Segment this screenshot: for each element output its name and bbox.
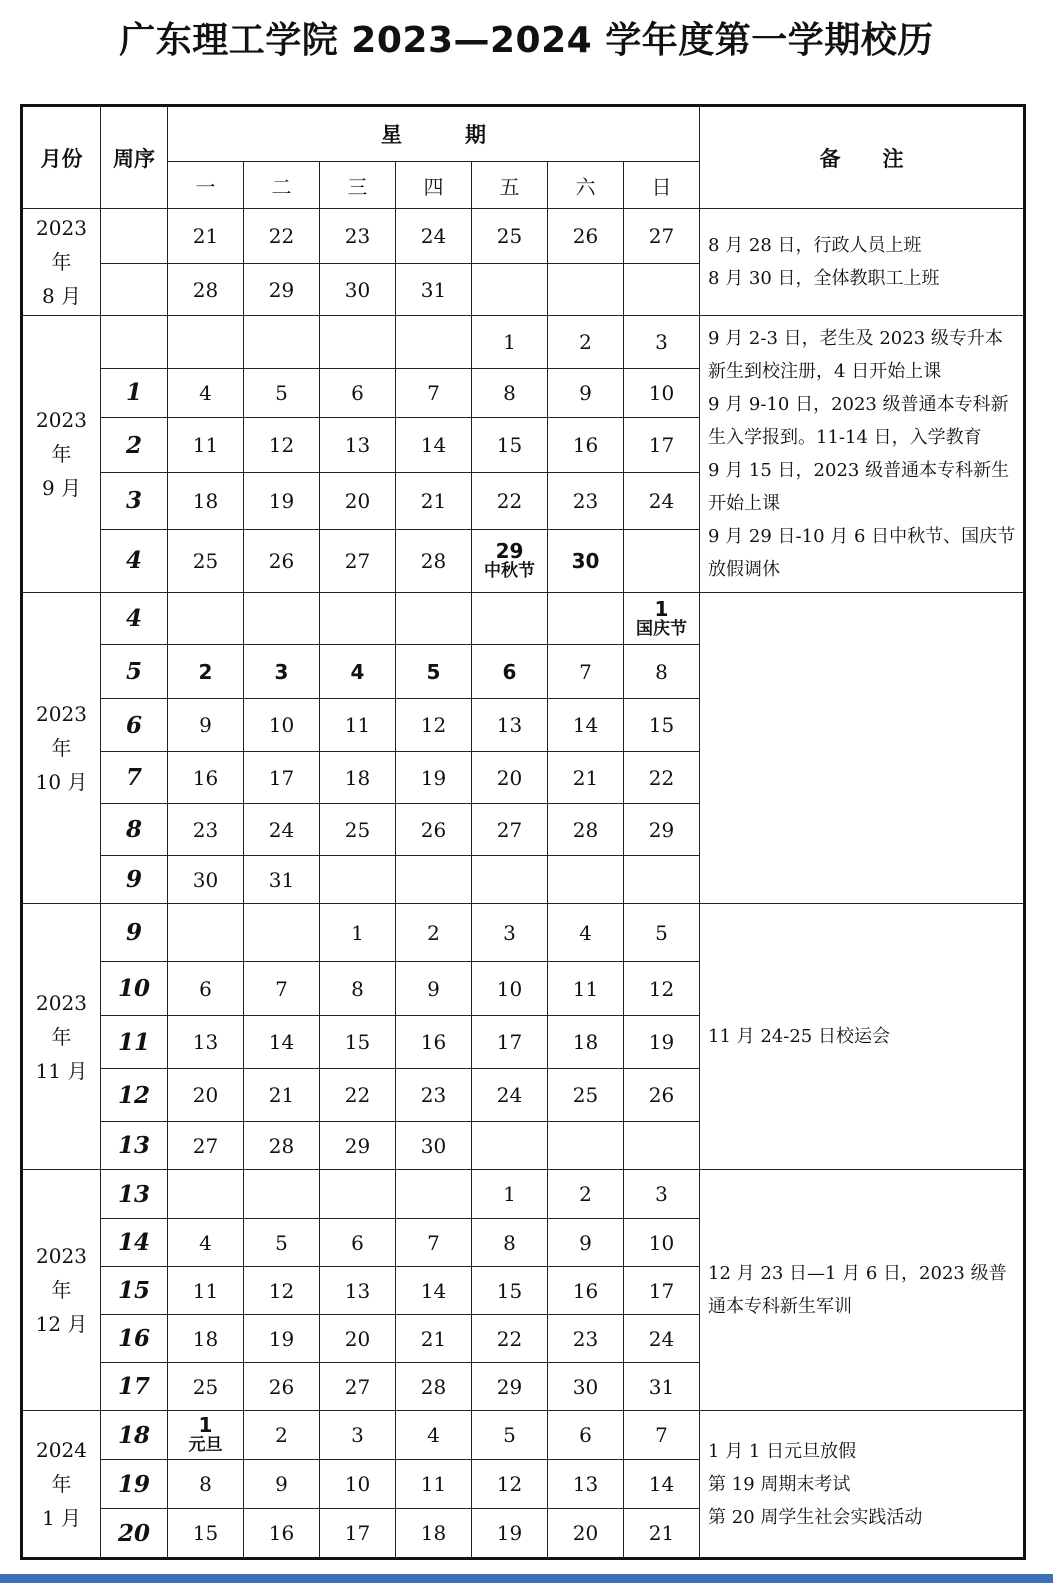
day-cell-wed: 23 (320, 209, 396, 264)
day-cell-fri (472, 593, 548, 645)
week-number: 13 (101, 1122, 168, 1170)
month-label-year: 2023 年 (36, 1244, 87, 1302)
remark-line: 8 月 28 日，行政人员上班 (708, 235, 922, 256)
day-cell-fri: 12 (472, 1460, 548, 1509)
month-label-year: 2024 年 (36, 1438, 87, 1496)
week-number: 14 (101, 1219, 168, 1267)
calendar-row (22, 209, 1025, 264)
remark-line: 11 月 24-25 日校运会 (708, 1026, 890, 1047)
day-cell-fri (472, 264, 548, 316)
remark-line: 第 19 周期末考试 (708, 1473, 851, 1495)
day-cell-wed: 15 (320, 1016, 396, 1069)
day-cell-wed: 29 (320, 1122, 396, 1170)
day-cell-thu: 9 (396, 962, 472, 1016)
day-cell-mon (168, 316, 244, 369)
week-number: 2 (101, 418, 168, 473)
calendar-row (22, 593, 1025, 645)
day-cell-wed: 8 (320, 962, 396, 1016)
day-cell-sat: 23 (548, 472, 624, 529)
day-number: 1 (654, 596, 669, 621)
day-cell-tue: 12 (244, 418, 320, 473)
weekday-header-thu: 四 (396, 162, 472, 209)
holiday-label: 国庆节 (636, 618, 687, 639)
day-cell-wed: 27 (320, 529, 396, 592)
week-number: 6 (101, 699, 168, 752)
day-cell-mon: 27 (168, 1122, 244, 1170)
day-cell-mon: 4 (168, 368, 244, 418)
weekday-header-sat: 六 (548, 162, 624, 209)
day-cell-wed: 10 (320, 1460, 396, 1509)
day-cell-tue: 26 (244, 1363, 320, 1411)
day-cell-mon: 20 (168, 1069, 244, 1122)
day-cell-wed: 3 (320, 1411, 396, 1460)
remarks-cell (700, 1411, 1025, 1559)
day-cell-sun (624, 529, 700, 592)
day-cell-fri: 15 (472, 418, 548, 473)
week-number: 3 (101, 472, 168, 529)
day-cell-wed: 25 (320, 804, 396, 856)
day-cell-mon: 2 (168, 645, 244, 699)
month-label (22, 316, 101, 593)
week-number: 7 (101, 752, 168, 804)
day-cell-thu: 7 (396, 1219, 472, 1267)
day-cell-fri: 24 (472, 1069, 548, 1122)
day-cell-mon: 21 (168, 209, 244, 264)
day-cell-wed: 27 (320, 1363, 396, 1411)
day-cell-tue (244, 904, 320, 962)
day-cell-mon: 15 (168, 1509, 244, 1559)
day-cell-wed: 18 (320, 752, 396, 804)
day-cell-sun: 24 (624, 1315, 700, 1363)
day-cell-wed (320, 1170, 396, 1219)
day-cell-wed: 17 (320, 1509, 396, 1559)
day-cell-sat: 30 (548, 529, 624, 592)
day-cell-wed (320, 856, 396, 904)
day-cell-mon: 8 (168, 1460, 244, 1509)
day-cell-mon (168, 1411, 244, 1460)
day-cell-thu: 12 (396, 699, 472, 752)
day-cell-sun: 26 (624, 1069, 700, 1122)
week-number: 4 (101, 593, 168, 645)
day-cell-fri: 3 (472, 904, 548, 962)
day-cell-fri: 10 (472, 962, 548, 1016)
day-cell-mon (168, 904, 244, 962)
day-cell-wed: 6 (320, 1219, 396, 1267)
day-cell-thu: 30 (396, 1122, 472, 1170)
day-cell-fri: 19 (472, 1509, 548, 1559)
day-cell-mon: 6 (168, 962, 244, 1016)
weekday-header-tue: 二 (244, 162, 320, 209)
day-cell-thu: 18 (396, 1509, 472, 1559)
week-number: 16 (101, 1315, 168, 1363)
day-cell-sat: 16 (548, 418, 624, 473)
day-cell-sat: 13 (548, 1460, 624, 1509)
remark-line: 9 月 15 日，2023 级普通本专科新生开始上课 (708, 460, 1010, 514)
calendar-row (22, 316, 1025, 369)
day-cell-thu: 14 (396, 418, 472, 473)
day-cell-sun: 27 (624, 209, 700, 264)
day-cell-sat: 2 (548, 316, 624, 369)
day-cell-sun (624, 593, 700, 645)
day-cell-sun: 7 (624, 1411, 700, 1460)
week-number: 1 (101, 368, 168, 418)
day-cell-wed: 1 (320, 904, 396, 962)
day-cell-sat: 11 (548, 962, 624, 1016)
month-label-month: 12 月 (35, 1312, 88, 1336)
day-cell-tue: 24 (244, 804, 320, 856)
month-label-month: 10 月 (35, 770, 88, 794)
day-cell-mon: 16 (168, 752, 244, 804)
week-number: 13 (101, 1170, 168, 1219)
day-cell-mon: 18 (168, 1315, 244, 1363)
day-cell-tue: 9 (244, 1460, 320, 1509)
day-cell-thu: 19 (396, 752, 472, 804)
day-cell-sun: 14 (624, 1460, 700, 1509)
day-cell-fri: 25 (472, 209, 548, 264)
day-cell-sun: 8 (624, 645, 700, 699)
day-cell-thu: 28 (396, 529, 472, 592)
day-cell-tue: 2 (244, 1411, 320, 1460)
day-cell-mon: 23 (168, 804, 244, 856)
day-cell-fri (472, 529, 548, 592)
month-label (22, 209, 101, 316)
day-cell-thu: 23 (396, 1069, 472, 1122)
week-number: 5 (101, 645, 168, 699)
day-cell-tue: 26 (244, 529, 320, 592)
month-label (22, 904, 101, 1170)
day-cell-sun: 19 (624, 1016, 700, 1069)
remark-line: 9 月 2-3 日，老生及 2023 级专升本新生到校注册，4 日开始上课 (708, 328, 1003, 382)
month-label (22, 1411, 101, 1559)
day-cell-sat: 14 (548, 699, 624, 752)
remarks-cell (700, 316, 1025, 593)
day-cell-sun: 10 (624, 1219, 700, 1267)
day-cell-sun (624, 1122, 700, 1170)
day-cell-wed (320, 316, 396, 369)
calendar-row (22, 1411, 1025, 1460)
day-cell-thu (396, 593, 472, 645)
day-cell-mon: 28 (168, 264, 244, 316)
day-cell-sun: 3 (624, 316, 700, 369)
month-label (22, 1170, 101, 1411)
day-cell-fri: 8 (472, 368, 548, 418)
day-cell-mon: 25 (168, 529, 244, 592)
day-cell-sun: 21 (624, 1509, 700, 1559)
week-number: 9 (101, 904, 168, 962)
remarks-cell (700, 593, 1025, 904)
month-label-year: 2023 年 (36, 216, 87, 274)
day-cell-wed: 6 (320, 368, 396, 418)
week-number: 20 (101, 1509, 168, 1559)
month-label-year: 2023 年 (36, 990, 87, 1049)
day-cell-thu: 2 (396, 904, 472, 962)
remarks-cell (700, 1170, 1025, 1411)
day-cell-fri: 27 (472, 804, 548, 856)
day-cell-fri: 20 (472, 752, 548, 804)
day-number: 29 (495, 538, 524, 563)
school-calendar-table (20, 104, 1026, 1560)
week-number: 4 (101, 529, 168, 592)
day-cell-fri: 13 (472, 699, 548, 752)
day-cell-thu (396, 856, 472, 904)
day-cell-wed: 11 (320, 699, 396, 752)
day-cell-sun: 24 (624, 472, 700, 529)
week-number: 9 (101, 856, 168, 904)
page-title: 广东理工学院 2023—2024 学年度第一学期校历 (119, 20, 934, 61)
day-cell-thu: 14 (396, 1267, 472, 1315)
day-cell-mon: 11 (168, 418, 244, 473)
week-number: 15 (101, 1267, 168, 1315)
week-number (101, 316, 168, 369)
day-cell-tue: 17 (244, 752, 320, 804)
day-cell-mon: 25 (168, 1363, 244, 1411)
day-cell-fri: 6 (472, 645, 548, 699)
bottom-accent-bar (0, 1574, 1053, 1583)
month-label-year: 2023 年 (36, 702, 87, 760)
day-cell-sat: 28 (548, 804, 624, 856)
week-number (101, 209, 168, 264)
day-cell-tue: 16 (244, 1509, 320, 1559)
day-cell-fri: 17 (472, 1016, 548, 1069)
day-cell-sat: 16 (548, 1267, 624, 1315)
day-cell-sat: 23 (548, 1315, 624, 1363)
day-cell-tue: 29 (244, 264, 320, 316)
day-cell-thu: 31 (396, 264, 472, 316)
weekday-header-sun: 日 (624, 162, 700, 209)
day-cell-sat: 6 (548, 1411, 624, 1460)
day-cell-sun: 31 (624, 1363, 700, 1411)
day-cell-tue: 19 (244, 472, 320, 529)
remark-line: 1 月 1 日元旦放假 (708, 1440, 857, 1462)
day-cell-mon: 13 (168, 1016, 244, 1069)
month-column-header: 月份 (22, 106, 101, 209)
day-cell-wed (320, 593, 396, 645)
day-cell-sat (548, 264, 624, 316)
remark-line: 8 月 30 日，全体教职工上班 (708, 268, 940, 289)
weekday-header-fri: 五 (472, 162, 548, 209)
day-cell-tue: 28 (244, 1122, 320, 1170)
week-number: 10 (101, 962, 168, 1016)
day-cell-tue: 22 (244, 209, 320, 264)
day-cell-fri: 1 (472, 316, 548, 369)
day-cell-wed: 20 (320, 472, 396, 529)
remark-line: 第 20 周学生社会实践活动 (708, 1506, 923, 1528)
day-cell-sun: 5 (624, 904, 700, 962)
day-cell-sat (548, 1122, 624, 1170)
week-number: 12 (101, 1069, 168, 1122)
day-cell-fri: 8 (472, 1219, 548, 1267)
day-cell-sat (548, 593, 624, 645)
day-cell-sun: 17 (624, 418, 700, 473)
remark-line: 9 月 29 日-10 月 6 日中秋节、国庆节放假调休 (708, 526, 1016, 580)
calendar-body (22, 209, 1025, 1559)
month-label-month: 9 月 (41, 476, 82, 500)
day-cell-tue: 10 (244, 699, 320, 752)
day-cell-thu: 26 (396, 804, 472, 856)
day-cell-wed: 30 (320, 264, 396, 316)
week-number: 11 (101, 1016, 168, 1069)
day-cell-fri: 1 (472, 1170, 548, 1219)
day-cell-wed: 13 (320, 1267, 396, 1315)
day-cell-mon: 4 (168, 1219, 244, 1267)
day-cell-thu: 21 (396, 472, 472, 529)
day-cell-tue (244, 316, 320, 369)
day-cell-sun: 3 (624, 1170, 700, 1219)
day-cell-mon: 18 (168, 472, 244, 529)
day-cell-sat: 18 (548, 1016, 624, 1069)
day-cell-sun (624, 264, 700, 316)
week-number: 18 (101, 1411, 168, 1460)
day-cell-sat: 26 (548, 209, 624, 264)
day-cell-wed: 4 (320, 645, 396, 699)
day-cell-thu: 21 (396, 1315, 472, 1363)
day-cell-thu: 11 (396, 1460, 472, 1509)
day-cell-tue: 31 (244, 856, 320, 904)
day-cell-tue: 5 (244, 1219, 320, 1267)
day-cell-tue (244, 593, 320, 645)
weekday-group-header: 星 期 (168, 106, 700, 162)
day-number: 1 (198, 1413, 213, 1437)
day-cell-thu: 5 (396, 645, 472, 699)
day-cell-wed: 20 (320, 1315, 396, 1363)
remarks-column-header: 备 注 (700, 106, 1025, 209)
day-cell-mon: 11 (168, 1267, 244, 1315)
day-cell-sat: 30 (548, 1363, 624, 1411)
month-label-month: 8 月 (41, 284, 82, 308)
day-cell-sun (624, 856, 700, 904)
day-cell-fri (472, 856, 548, 904)
day-cell-sun: 15 (624, 699, 700, 752)
day-cell-sat (548, 856, 624, 904)
day-cell-mon: 9 (168, 699, 244, 752)
day-cell-sun: 12 (624, 962, 700, 1016)
day-cell-sat: 4 (548, 904, 624, 962)
day-cell-sun: 22 (624, 752, 700, 804)
week-number (101, 264, 168, 316)
day-cell-fri: 22 (472, 1315, 548, 1363)
month-label-year: 2023 年 (36, 408, 87, 466)
day-cell-sat: 7 (548, 645, 624, 699)
day-cell-fri (472, 1122, 548, 1170)
calendar-row (22, 904, 1025, 962)
calendar-header (22, 106, 1025, 209)
day-cell-thu (396, 316, 472, 369)
weekday-header-mon: 一 (168, 162, 244, 209)
day-cell-sat: 25 (548, 1069, 624, 1122)
day-cell-wed: 22 (320, 1069, 396, 1122)
remarks-cell (700, 209, 1025, 316)
week-number: 17 (101, 1363, 168, 1411)
day-cell-tue: 3 (244, 645, 320, 699)
holiday-label: 中秋节 (484, 560, 535, 581)
day-cell-tue: 21 (244, 1069, 320, 1122)
week-number: 8 (101, 804, 168, 856)
day-cell-sat: 9 (548, 1219, 624, 1267)
day-cell-thu: 16 (396, 1016, 472, 1069)
day-cell-sat: 9 (548, 368, 624, 418)
weekday-header-wed: 三 (320, 162, 396, 209)
day-cell-thu: 4 (396, 1411, 472, 1460)
remarks-cell (700, 904, 1025, 1170)
day-cell-fri: 29 (472, 1363, 548, 1411)
day-cell-fri: 22 (472, 472, 548, 529)
month-label-month: 1 月 (41, 1506, 82, 1530)
day-cell-thu: 7 (396, 368, 472, 418)
day-cell-thu: 24 (396, 209, 472, 264)
day-cell-mon: 30 (168, 856, 244, 904)
day-cell-tue: 5 (244, 368, 320, 418)
day-cell-sun: 17 (624, 1267, 700, 1315)
week-column-header: 周序 (101, 106, 168, 209)
holiday-label: 元旦 (188, 1435, 223, 1455)
month-label-month: 11 月 (35, 1058, 88, 1083)
day-cell-sat: 20 (548, 1509, 624, 1559)
remark-line: 12 月 23 日—1 月 6 日，2023 级普通本专科新生军训 (708, 1263, 1007, 1317)
day-cell-tue: 12 (244, 1267, 320, 1315)
week-number: 19 (101, 1460, 168, 1509)
day-cell-tue: 7 (244, 962, 320, 1016)
day-cell-wed: 13 (320, 418, 396, 473)
day-cell-tue (244, 1170, 320, 1219)
day-cell-mon (168, 593, 244, 645)
day-cell-sun: 29 (624, 804, 700, 856)
calendar-row (22, 1170, 1025, 1219)
day-cell-mon (168, 1170, 244, 1219)
day-cell-thu (396, 1170, 472, 1219)
day-cell-thu: 28 (396, 1363, 472, 1411)
day-cell-sat: 21 (548, 752, 624, 804)
day-cell-tue: 14 (244, 1016, 320, 1069)
remark-line: 9 月 9-10 日，2023 级普通本专科新生入学报到。11-14 日，入学教育 (708, 394, 1009, 448)
month-label (22, 593, 101, 904)
day-cell-sun: 10 (624, 368, 700, 418)
day-cell-tue: 19 (244, 1315, 320, 1363)
day-cell-fri: 5 (472, 1411, 548, 1460)
day-cell-sat: 2 (548, 1170, 624, 1219)
day-cell-fri: 15 (472, 1267, 548, 1315)
